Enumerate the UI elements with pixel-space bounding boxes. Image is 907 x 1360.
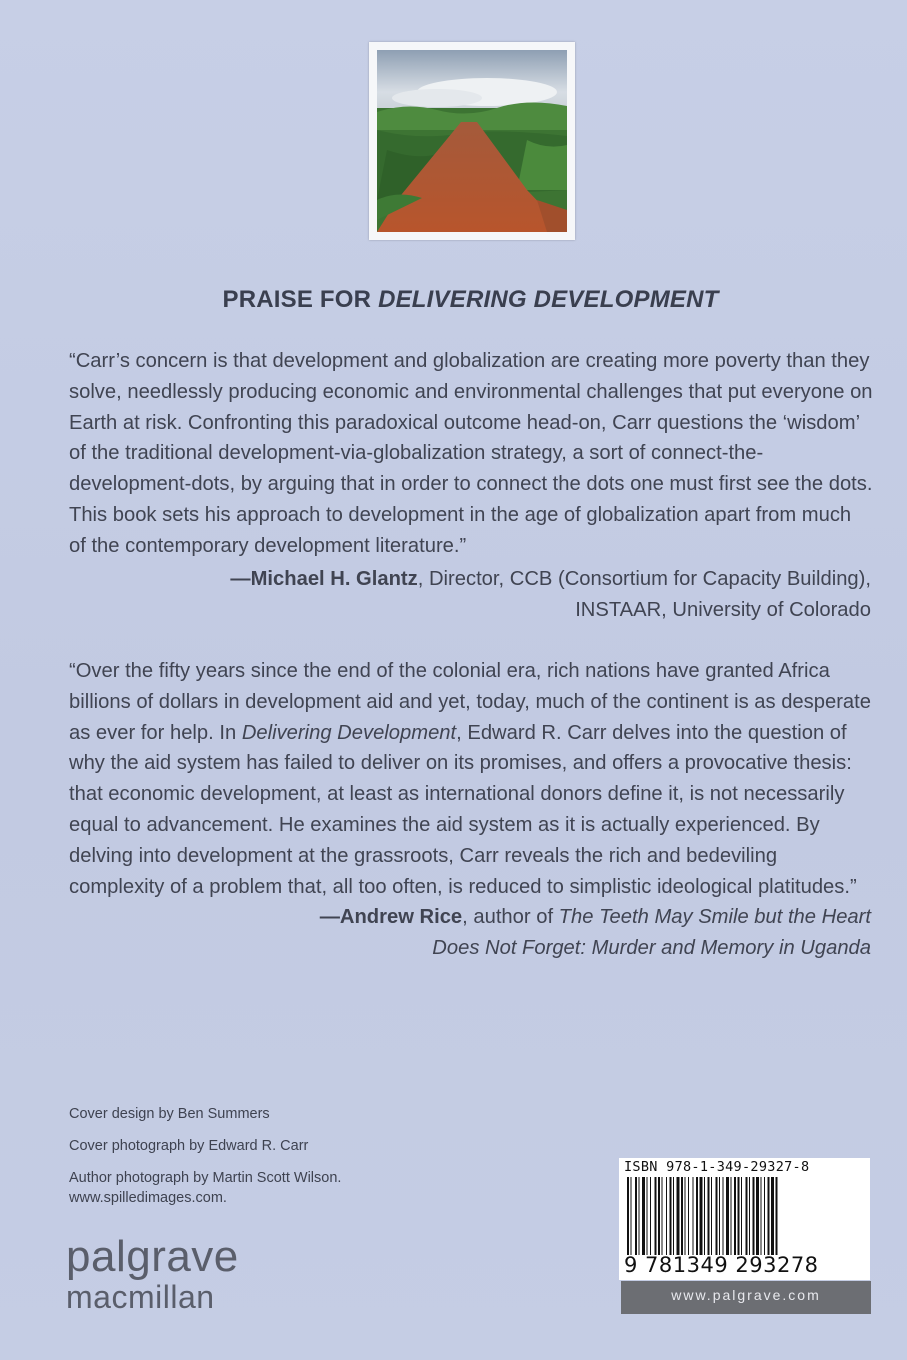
attribution-rice-role: , author of: [462, 906, 559, 928]
barcode-bar: [738, 1177, 740, 1255]
barcode-bar: [771, 1177, 774, 1255]
attribution-glantz-affiliation: INSTAAR, University of Colorado: [575, 598, 871, 621]
barcode-bar: [746, 1177, 748, 1255]
credit-author-photo-url: www.spilledimages.com.: [69, 1190, 227, 1206]
praise-heading-title: DELIVERING DEVELOPMENT: [378, 286, 719, 313]
barcode-bar: [741, 1177, 742, 1255]
barcode-bar: [731, 1177, 732, 1255]
attribution-rice-name: —Andrew Rice: [319, 906, 463, 928]
barcode-bar: [635, 1177, 637, 1255]
publisher-url: www.palgrave.com: [621, 1281, 871, 1314]
attribution-rice: [71, 902, 871, 964]
barcode-bar: [700, 1177, 703, 1255]
barcode-bar: [749, 1177, 750, 1255]
praise-heading-prefix: PRAISE FOR: [222, 286, 379, 313]
isbn-digits: 9 781349 293278: [624, 1253, 819, 1277]
quote-glantz: “Carr’s concern is that development and globalization are creating more poverty than they solve, needlessly producing economic and environmental challenges that put everyone on Earth at risk. Confronting this paradoxical outcome head-on, Carr questions the ‘wisdom’ of the traditional development-via-globalization strategy, a sort of connect-the-development-dots, by arguing that in order to connect the dots one must first see the dots. This book sets his approach to development in the age of globalization apart from much of the contemporary development literature.”: [69, 350, 873, 557]
barcode-bar: [662, 1177, 663, 1255]
attribution-glantz-name: —Michael H. Glantz: [230, 568, 418, 590]
quote-rice-book-title: Delivering Development: [241, 721, 457, 744]
barcode-bar: [685, 1177, 686, 1255]
barcode-bar: [776, 1177, 778, 1255]
attribution-glantz: [71, 564, 871, 626]
barcode-bar: [719, 1177, 720, 1255]
barcode-bar: [655, 1177, 657, 1255]
barcode-bar: [681, 1177, 683, 1255]
barcode-bar: [764, 1177, 765, 1255]
quote-rice: [69, 656, 873, 902]
cover-photo: [369, 42, 575, 240]
barcode-bar: [734, 1177, 736, 1255]
barcode-bar: [627, 1177, 629, 1255]
barcode-bar: [658, 1177, 660, 1255]
barcode-bar: [753, 1177, 755, 1255]
barcode-bar: [723, 1177, 724, 1255]
publisher-logo-line1: palgrave: [66, 1232, 239, 1281]
barcode-bar: [761, 1177, 762, 1255]
attribution-glantz-role: , Director, CCB (Consortium for Capacity Building),: [417, 568, 871, 590]
quote-rice-part-b: , Edward R. Carr delves into the question of why the aid system has failed to deliver on its promises, and offers a provocative thesis: that economic development, at least as international donors define it, is not necessarily equal to advancement. He examines the aid system as it is actually experienced. By delving into development at the grassroots, Carr reveals the rich and bedeviling complexity of a problem that, all too often, is reduced to simplistic ideological platitudes.”: [69, 721, 857, 898]
barcode-bar: [639, 1177, 640, 1255]
road-landscape-image: [377, 50, 567, 232]
credit-author-photo: Author photograph by Martin Scott Wilson.: [69, 1170, 342, 1186]
barcode-bar: [631, 1177, 632, 1255]
credit-cover-design: Cover design by Ben Summers: [69, 1106, 270, 1122]
barcode-bars: [627, 1177, 863, 1255]
barcode-bar: [716, 1177, 718, 1255]
barcode-bar: [647, 1177, 648, 1255]
barcode-bar: [673, 1177, 674, 1255]
barcode-bar: [677, 1177, 680, 1255]
credit-cover-photo: Cover photograph by Edward R. Carr: [69, 1138, 309, 1154]
barcode-bar: [768, 1177, 770, 1255]
credits: [69, 1104, 409, 1208]
barcode-bar: [708, 1177, 710, 1255]
barcode-bar: [642, 1177, 645, 1255]
barcode-bar: [756, 1177, 759, 1255]
barcode-bar: [704, 1177, 705, 1255]
quote-rice-part-a: “Over the fifty years since the end of the colonial era, rich nations have granted Africa billions of dollars in development aid and yet, today, much of the continent is as desperate as ever for help. In: [69, 660, 871, 744]
barcode-bar: [726, 1177, 729, 1255]
publisher-logo: [66, 1232, 239, 1315]
attribution-rice-book-line1: The Teeth May Smile but the Heart: [558, 906, 871, 928]
isbn-label: ISBN 978-1-349-29327-8: [624, 1159, 810, 1175]
isbn-barcode: [619, 1158, 870, 1280]
barcode-bar: [696, 1177, 698, 1255]
attribution-rice-book-line2: Does Not Forget: Murder and Memory in Uganda: [432, 936, 871, 959]
barcode-bar: [650, 1177, 651, 1255]
barcode-bar: [670, 1177, 672, 1255]
barcode-bar: [693, 1177, 694, 1255]
praise-heading: [17, 286, 907, 314]
barcode-bar: [711, 1177, 712, 1255]
barcode-bar: [688, 1177, 689, 1255]
barcode-bar: [666, 1177, 667, 1255]
publisher-logo-line2: macmillan: [66, 1279, 215, 1315]
